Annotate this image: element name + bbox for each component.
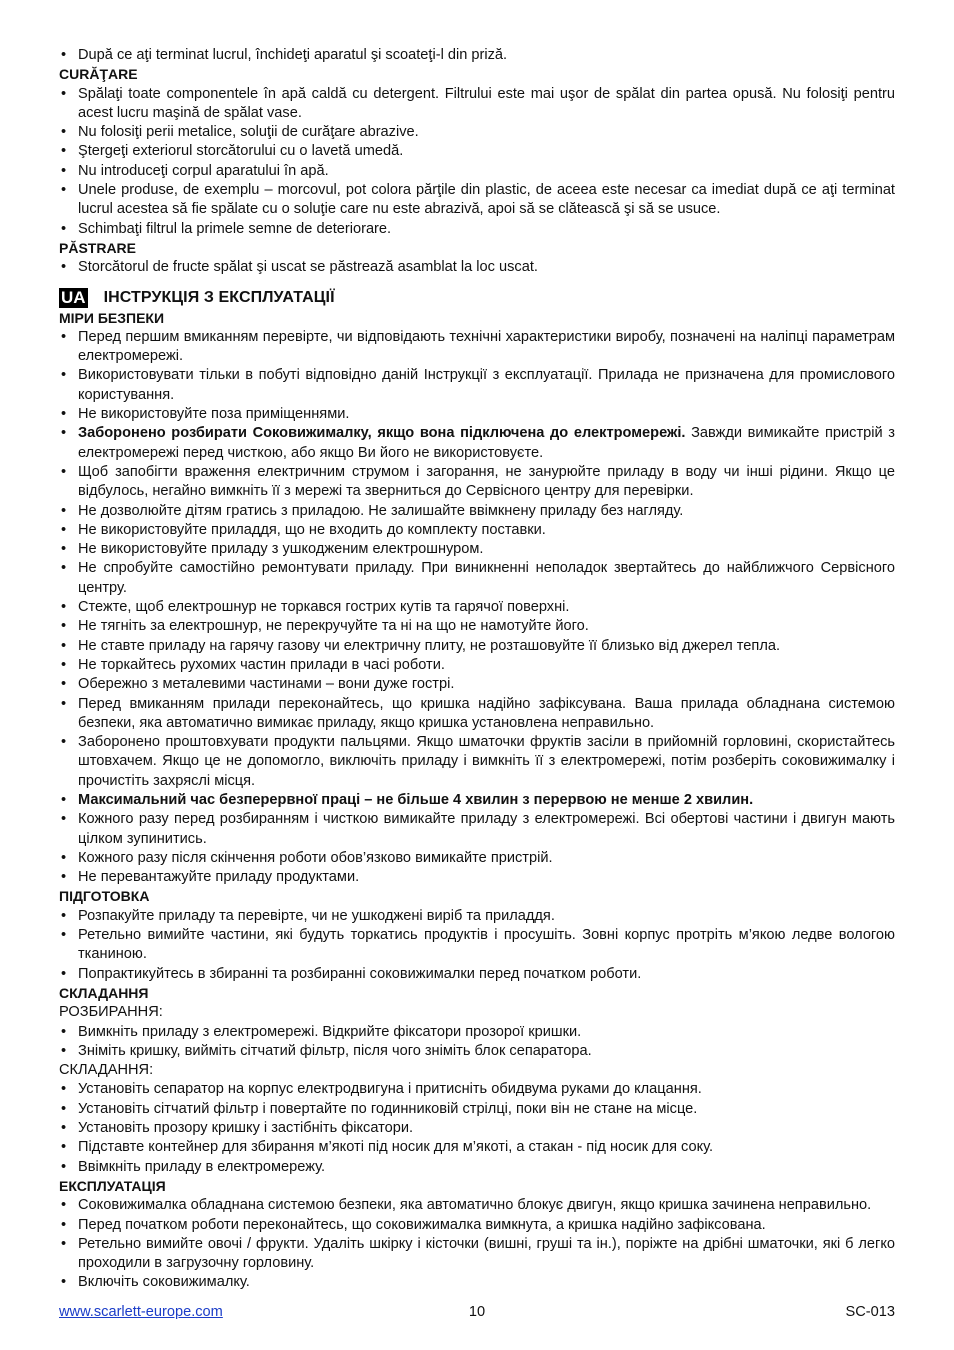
cleaning-heading: CURĂŢARE [59, 66, 138, 83]
page-number: 10 [468, 1304, 486, 1320]
model-code: SC-013 [845, 1304, 895, 1320]
section-title-text: ІНСТРУКЦІЯ З ЕКСПЛУАТАЦІЇ [103, 288, 335, 306]
preparation-heading: ПІДГОТОВКА [59, 888, 150, 905]
list-item: • Не ставте приладу на гарячу газову чи електричну плиту, не розташовуйте її близько від джерел тепла. [59, 637, 895, 656]
list-item [59, 424, 895, 463]
list-item: • Перед вмиканням прилади переконайтесь, що кришка надійно зафіксувана. Ваша прилада обладнана системою безпеки, яка автоматично вимикає приладу, якщо кришка установлена неправильно. [59, 695, 895, 734]
bold-warning: Максимальний час безперервної праці – не більше 4 хвилин з перервою не менше 2 хвилин. [78, 791, 754, 808]
list-item: • Не використовуйте приладу з ушкодженим електрошнуром. [59, 540, 895, 559]
list-item: • Щоб запобігти враження електричним струмом і загорання, не занурюйте приладу в воду чи інші рідини. Якщо це відбулось, негайно вимкніть її з мережі та зверниться до Сервісного центру для перевірки. [59, 463, 895, 502]
list-item: • Розпакуйте приладу та перевірте, чи не ушкоджені виріб та приладдя. [59, 907, 895, 926]
list-item: • Spălaţi toate componentele în apă caldă cu detergent. Filtrului este mai uşor de spălat din partea opusă. Nu folosiţi pentru acest lucru maşină de spălat vase. [59, 85, 895, 124]
list-item: • Ştergeţi exteriorul storcătorului cu o lavetă umedă. [59, 142, 895, 161]
list-item: • Schimbaţi filtrul la primele semne de deteriorare. [59, 220, 895, 239]
language-badge: UA [61, 287, 86, 307]
list-item: • Не дозволюйте дітям гратись з приладою. Не залишайте ввімкнену приладу без нагляду. [59, 502, 895, 521]
list-item: • Не використовуйте поза приміщеннями. [59, 405, 895, 424]
list-item: • Ввімкніть приладу в електромережу. [59, 1158, 895, 1177]
list-item: • Ретельно вимийте частини, які будуть торкатись продуктів і просушіть. Зовні корпус протріть м’якою ледве вологою тканиною. [59, 926, 895, 965]
list-item: • Unele produse, de exemplu – morcovul, pot colora părţile din plastic, de aceea este necesar ca imediat după ce aţi terminat lucrul acestea să fie spălate cu o soluţie care nu este abrazivă, apoi să se clătească şi să se usuce. [59, 181, 895, 220]
list-item: • Включіть соковижималку. [59, 1273, 895, 1292]
list-item: • Storcătorul de fructe spălat şi uscat se păstrează asamblat la loc uscat. [59, 258, 895, 277]
assembly-subheading: СКЛАДАННЯ: [59, 1062, 154, 1079]
list-item: • Кожного разу перед розбиранням і чисткою вимикайте приладу з електромережі. Всі обертові частини і двигун мають цілком зупинитись. [59, 810, 895, 849]
list-item: • Обережно з металевими частинами – вони дуже гострі. [59, 675, 895, 694]
storage-heading: PĂSTRARE [59, 239, 137, 256]
list-item: • Установіть прозору кришку і застібніть фіксатори. [59, 1119, 895, 1138]
list-item: • Не спробуйте самостійно ремонтувати приладу. При виникненні неполадок звертайтесь до найближчого Сервісного центру. [59, 559, 895, 598]
list-item: • Установіть сепаратор на корпус електродвигуна і притисніть обидвума руками до клацання. [59, 1080, 895, 1099]
warning-rest: Завжди вимикайте пристрій з електромережі перед чисткою, або якщо Ви його не використовуєте. [78, 425, 895, 461]
list-item: • Соковижималка обладнана системою безпеки, яка автоматично блокує двигун, якщо кришка зачинена неправильно. [59, 1196, 895, 1215]
list-item: • Не використовуйте приладдя, що не входить до комплекту поставки. [59, 521, 895, 540]
list-item [59, 791, 895, 810]
list-item: • Попрактикуйтесь в збиранні та розбиранні соковижималки перед початком роботи. [59, 965, 895, 984]
list-item: • Кожного разу після скінчення роботи обов’язково вимикайте пристрій. [59, 849, 895, 868]
manual-page [59, 46, 895, 1293]
list-item: • Не торкайтесь рухомих частин прилади в часі роботи. [59, 656, 895, 675]
list-item: • Перед початком роботи переконайтесь, що соковижималка вимкнута, а кришка надійно зафіксована. [59, 1216, 895, 1235]
section-title [59, 287, 895, 309]
list-item: • Nu introduceţi corpul aparatului în apă. [59, 162, 895, 181]
operation-heading: ЕКСПЛУАТАЦІЯ [59, 1177, 166, 1194]
list-item: • Не тягніть за електрошнур, не перекручуйте та ні на що не намотуйте його. [59, 617, 895, 636]
page-footer [59, 1303, 895, 1323]
list-item: • Перед першим вмиканням перевірте, чи відповідають технічні характеристики виробу, позначені на наліпці параметрам електромережі. [59, 328, 895, 367]
list-item: • După ce aţi terminat lucrul, închideţi aparatul şi scoateţi-l din priză. [59, 46, 895, 65]
list-item: • Зніміть кришку, вийміть сітчатий фільтр, після чого зніміть блок сепаратора. [59, 1042, 895, 1061]
list-item: • Не перевантажуйте приладу продуктами. [59, 868, 895, 887]
safety-heading: МІРИ БЕЗПЕКИ [59, 309, 165, 326]
website-link[interactable]: www.scarlett-europe.com [59, 1304, 223, 1320]
list-item: • Заборонено проштовхувати продукти пальцями. Якщо шматочки фруктів засіли в прийомній горловині, скористайтесь штовхачем. Якщо це не допомогло, виключіть приладу і вимкніть її з електромережі, потім розберіть соковижималку і прочистіть захряслі місця. [59, 733, 895, 791]
list-item: • Ретельно вимийте овочі / фрукти. Удаліть шкірку і кісточки (вишні, груші та ін.), поріжте на дрібні шматочки, які б легко проходили в загрузочну горловину. [59, 1235, 895, 1274]
list-item: • Використовувати тільки в побуті відповідно даній Інструкції з експлуатації. Прилада не призначена для промислового користування. [59, 366, 895, 405]
list-item: • Підставте контейнер для збирання м’якоті під носик для м’якоті, а стакан - під носик для соку. [59, 1138, 895, 1157]
disassembly-subheading: РОЗБИРАННЯ: [59, 1004, 163, 1021]
assembly-heading: СКЛАДАННЯ [59, 984, 149, 1001]
list-item: • Nu folosiţi perii metalice, soluţii de curăţare abrazive. [59, 123, 895, 142]
list-item: • Установіть сітчатий фільтр і повертайте по годинниковій стрілці, поки він не стане на місце. [59, 1100, 895, 1119]
list-item: • Вимкніть приладу з електромережі. Відкрийте фіксатори прозорої кришки. [59, 1023, 895, 1042]
list-item: • Стежте, щоб електрошнур не торкався гострих кутів та гарячої поверхні. [59, 598, 895, 617]
bold-warning: Заборонено розбирати Соковижималку, якщо вона підключена до електромережі. [78, 425, 686, 442]
